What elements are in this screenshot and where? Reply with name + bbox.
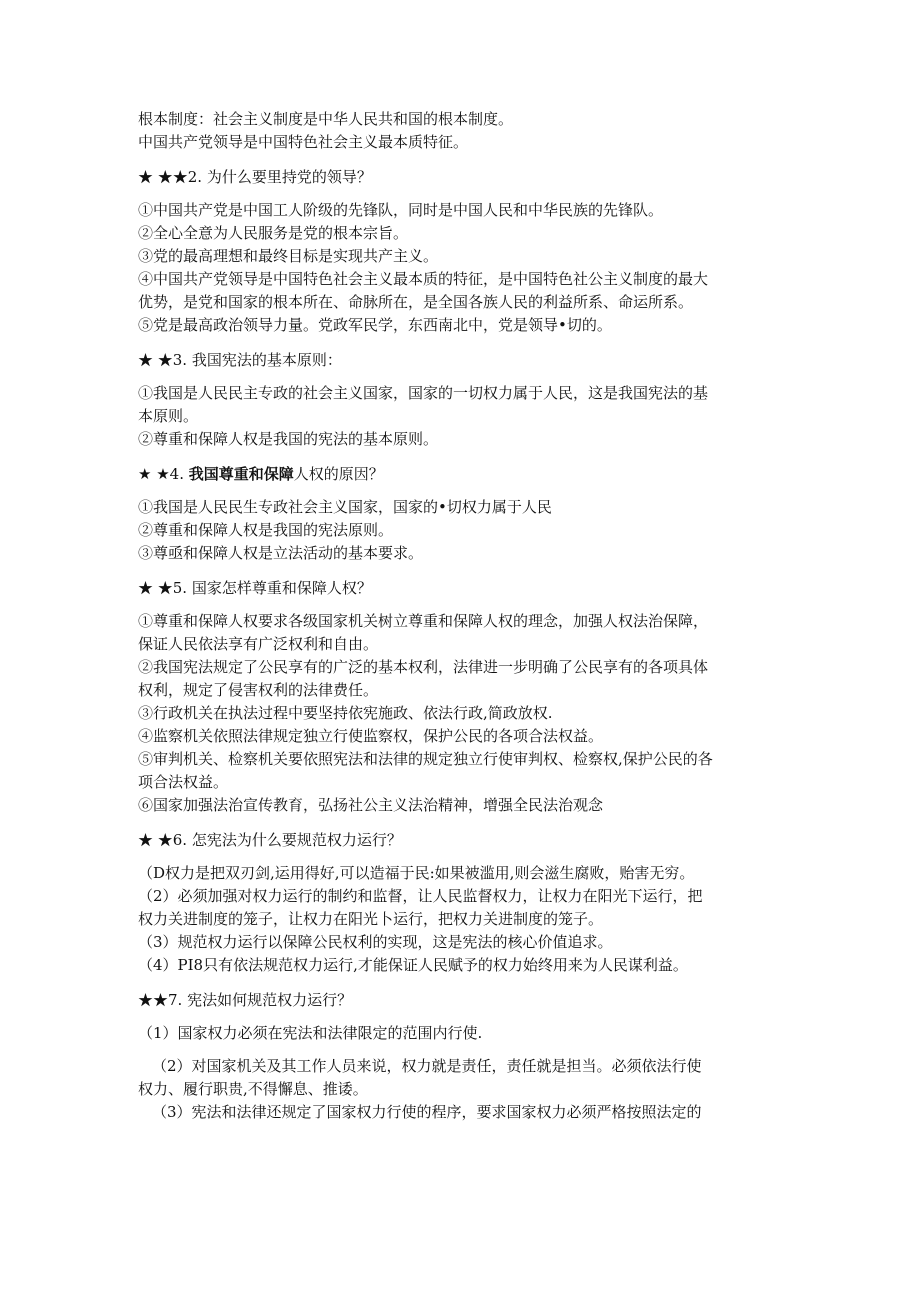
answer-line: ①我国是人民民生专政社会主义国家，国家的•切权力属于人民 xyxy=(138,498,552,516)
answer-line: ②尊重和保障人权是我国的宪法原则。 xyxy=(138,521,394,539)
answer-line: ⑥国家加强法治宣传教育，弘扬社公主义法治精神，增强全民法治观念 xyxy=(138,796,604,814)
question-2-title: ★ ★★2. 为什么要里持党的领导？ xyxy=(138,168,372,186)
question-4-title-suffix: 人权的原因？ xyxy=(293,465,384,483)
document-page xyxy=(138,108,798,1124)
question-5-body xyxy=(138,610,798,817)
question-6-body xyxy=(138,862,798,977)
answer-line: （3）宪法和法律还规定了国家权力行使的程序，要求国家权力必须严格按照法定的 xyxy=(152,1103,702,1121)
answer-line: ②全心全意为人民服务是党的根本宗旨。 xyxy=(138,224,409,242)
question-4-title xyxy=(138,463,798,486)
question-4-body xyxy=(138,496,798,565)
answer-line: ⑤党是最高政治领导力量。党政军民学，东西南北中，党是领导•切的。 xyxy=(138,316,612,334)
question-7-title: ★★7. 宪法如何规范权力运行？ xyxy=(138,991,353,1009)
intro-line: 中国共产党领导是中国特色社会主义最本质特征。 xyxy=(138,133,469,151)
answer-line: （4）PI8只有依法规范权力运行,才能保证人民赋予的权力始终用来为人民谋利益。 xyxy=(138,956,688,974)
answer-line: 权利，规定了侵害权利的法律费任。 xyxy=(138,681,379,699)
answer-line: 本原则。 xyxy=(138,407,199,425)
answer-line: 权力、履行职贵,不得懈息、推诿。 xyxy=(138,1080,368,1098)
question-2-body xyxy=(138,199,798,337)
intro-section xyxy=(138,108,798,154)
answer-line: 项合法权益。 xyxy=(138,773,229,791)
answer-line: 保证人民依法享有广泛权利和自由。 xyxy=(138,635,379,653)
intro-line: 根本制度：社会主义制度是中华人民共和国的根本制度。 xyxy=(138,110,514,128)
question-3-title: ★ ★3. 我国宪法的基本原则： xyxy=(138,351,342,369)
question-5-title: ★ ★5. 国家怎样尊重和保障人权？ xyxy=(138,579,372,597)
answer-line: （2）必须加强对权力运行的制约和监督，让人民监督权力，让权力在阳光下运行，把 xyxy=(138,887,703,905)
question-3-body xyxy=(138,382,798,451)
question-6-title: ★ ★6. 怎宪法为什么要规范权力运行？ xyxy=(138,831,402,849)
answer-line: （D权力是把双刃剑,运用得好,可以造福于民:如果被滥用,则会滋生腐败，贻害无穷。 xyxy=(138,864,695,882)
question-7-body xyxy=(138,1022,798,1124)
answer-line: ④监察机关依照法律规定独立行使监察权，保护公民的各项合法权益。 xyxy=(138,727,604,745)
answer-line: ②尊重和保障人权是我国的宪法的基本原则。 xyxy=(138,430,439,448)
answer-line: ④中国共产党领导是中国特色社会主义最本质的特征，是中国特色社公主义制度的最大 xyxy=(138,270,709,288)
answer-line: ①尊重和保障人权要求各级国家机关树立尊重和保障人权的理念，加强人权法治保障， xyxy=(138,612,709,630)
answer-line: （1）国家权力必须在宪法和法律限定的范围内行使. xyxy=(138,1024,483,1042)
answer-line: 优势，是党和国家的根本所在、命脉所在，是全国各族人民的利益所系、命运所系。 xyxy=(138,293,694,311)
answer-line: ①我国是人民民主专政的社会主义国家，国家的一切权力属于人民，这是我国宪法的基 xyxy=(138,384,709,402)
answer-line: （3）规范权力运行以保障公民权利的实现，这是宪法的核心价值追求。 xyxy=(138,933,613,951)
answer-line: （2）对国家机关及其工作人员来说，权力就是责任，责任就是担当。必须依法行使 xyxy=(152,1057,702,1075)
answer-line: 权力关进制度的笼子，让权力在阳光卜运行，把权力关进制度的笼子。 xyxy=(138,910,604,928)
question-4-title-bold: 我国尊重和保障 xyxy=(188,465,294,483)
answer-line: ①中国共产党是中国工人阶级的先锋队，同时是中国人民和中华民族的先锋队。 xyxy=(138,201,664,219)
answer-line: ③党的最高理想和最终目标是实现共产主义。 xyxy=(138,247,439,265)
answer-line: ③行政机关在执法过程中要坚持依宪施政、依法行政,简政放权. xyxy=(138,704,553,722)
answer-line: ②我国宪法规定了公民享有的广泛的基本权利，法律进一步明确了公民享有的各项具体 xyxy=(138,658,709,676)
question-4-title-prefix: ★ ★4. xyxy=(138,465,189,483)
answer-line: ⑤审判机关、检察机关要依照宪法和法律的规定独立行使审判权、检察权,保护公民的各 xyxy=(138,750,713,768)
answer-line: ③尊亟和保障人权是立法活动的基本要求。 xyxy=(138,544,424,562)
